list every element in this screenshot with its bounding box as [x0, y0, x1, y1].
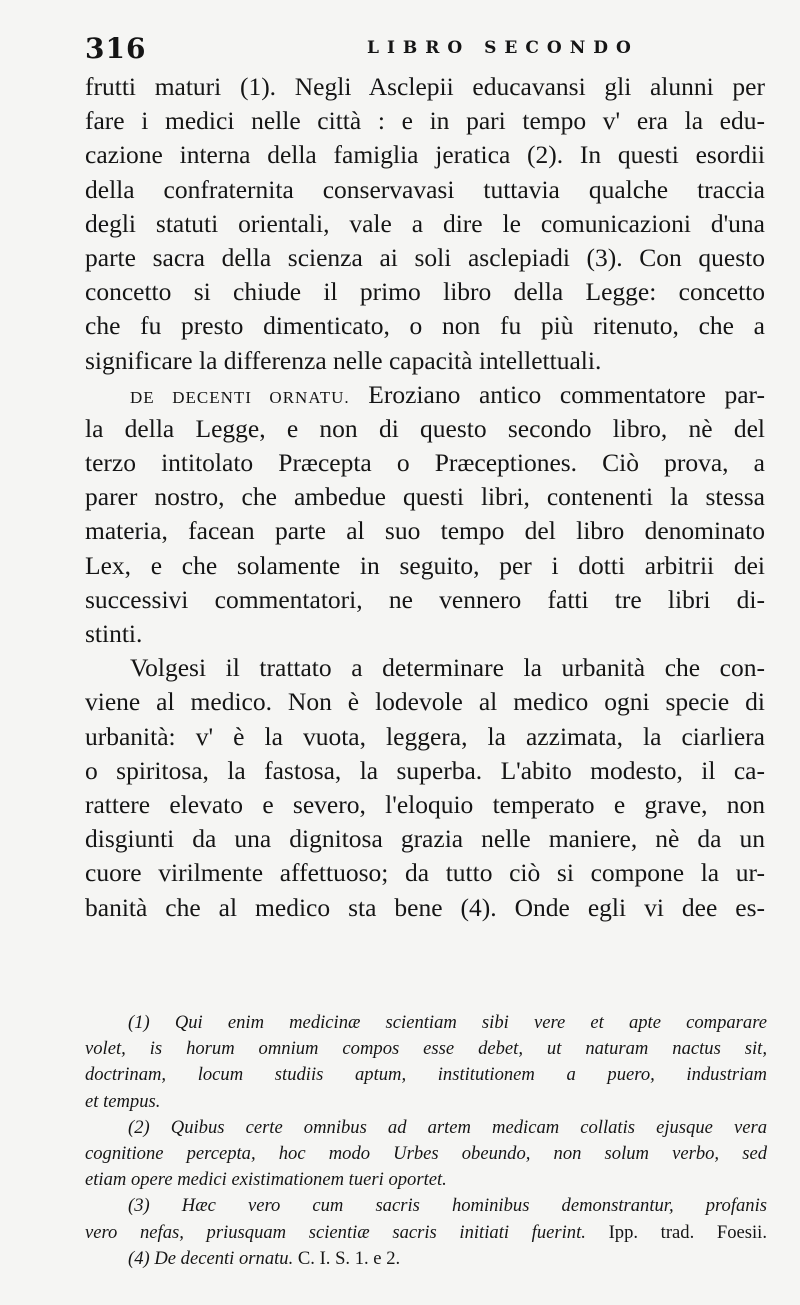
text-line: parer nostro, che ambedue questi libri, contenenti la stessa — [85, 482, 765, 512]
text-line: la della Legge, e non di questo secondo libro, nè del — [85, 413, 765, 443]
text-line: della confraternita conservavasi tuttavia qualche traccia — [85, 174, 765, 204]
text-line: Lex, e che solamente in seguito, per i dotti arbitrii dei — [85, 550, 765, 580]
text-line: urbanità: v' è la vuota, leggera, la azzimata, la ciarliera — [85, 721, 765, 751]
text-line: stinti. — [85, 619, 143, 648]
text-line: degli statuti orientali, vale a dire le comunicazioni d'una — [85, 208, 765, 238]
footnote-line: et tempus. — [85, 1090, 161, 1112]
footnote-line: (3) Hæc vero cum sacris hominibus demonstrantur, profanis — [128, 1195, 767, 1217]
footnote-line: cognitione percepta, hoc modo Urbes obeundo, non solum verbo, sed — [85, 1142, 767, 1164]
footnote-citation: C. I. S. 1. e 2. — [297, 1247, 401, 1269]
section-line-text: Eroziano antico commentatore par- — [368, 379, 765, 409]
text-line: fare i medici nelle città : e in pari tempo v' era la edu- — [85, 106, 765, 136]
page-header — [85, 32, 765, 66]
footnote-line: (1) Qui enim medicinæ scientiam sibi vere et apte comparare — [128, 1012, 767, 1033]
footnote-line — [85, 1220, 767, 1246]
section-heading: DE DECENTI ORNATU. — [130, 387, 350, 407]
text-line: banità che al medico sta bene (4). Onde egli vi dee es- — [85, 892, 765, 922]
footnote-line: (2) Quibus certe omnibus ad artem medicam collatis ejusque vera — [128, 1116, 767, 1138]
text-line: che fu presto dimenticato, o non fu più ritenuto, che a — [85, 311, 765, 341]
text-line: frutti maturi (1). Negli Asclepii educavansi gli alunni per — [85, 72, 765, 101]
text-line: cazione interna della famiglia jeratica (2). In questi esordii — [85, 140, 765, 170]
footnote-line: etiam opere medici existimationem tueri oportet. — [85, 1169, 447, 1191]
footnote-citation: Ipp. trad. Foesii. — [608, 1221, 767, 1243]
text-line: cuore virilmente affettuoso; da tutto ciò si compone la ur- — [85, 858, 765, 888]
text-line: significare la differenza nelle capacità intellettuali. — [85, 345, 602, 375]
footnote-text: vero nefas, priusquam scientiæ sacris initiati fuerint. — [85, 1221, 586, 1243]
section-line — [85, 378, 765, 412]
text-line: concetto si chiude il primo libro della Legge: concetto — [85, 277, 765, 307]
text-line: terzo intitolato Præcepta o Præceptiones. Ciò prova, a — [85, 448, 765, 478]
text-line: rattere elevato e severo, l'eloquio temperato e grave, non — [85, 789, 765, 819]
footnote-line: volet, is horum omnium compos esse debet, ut naturam nactus sit, — [85, 1038, 767, 1060]
text-line: disgiunti da una dignitosa grazia nelle maniere, nè da un — [85, 824, 765, 854]
footnote-line: doctrinam, locum studiis aptum, institutionem a puero, industriam — [85, 1064, 767, 1086]
text-line: o spiritosa, la fastosa, la superba. L'abito modesto, il ca- — [85, 755, 765, 785]
text-line: viene al medico. Non è lodevole al medico ogni specie di — [85, 687, 765, 717]
text-line: parte sacra della scienza ai soli asclepiadi (3). Con questo — [85, 242, 765, 272]
page-number: 316 — [85, 32, 147, 65]
footnotes — [85, 1010, 767, 1272]
text-line: materia, facean parte al suo tempo del libro denominato — [85, 516, 765, 546]
main-text — [85, 70, 765, 925]
footnote-text: (4) De decenti ornatu. — [128, 1247, 294, 1269]
text-line: successivi commentatori, ne vennero fatti tre libri di- — [85, 584, 765, 614]
footnote-line — [85, 1246, 767, 1272]
text-line: Volgesi il trattato a determinare la urbanità che con- — [130, 653, 765, 683]
running-title: LIBRO SECONDO — [367, 38, 639, 58]
